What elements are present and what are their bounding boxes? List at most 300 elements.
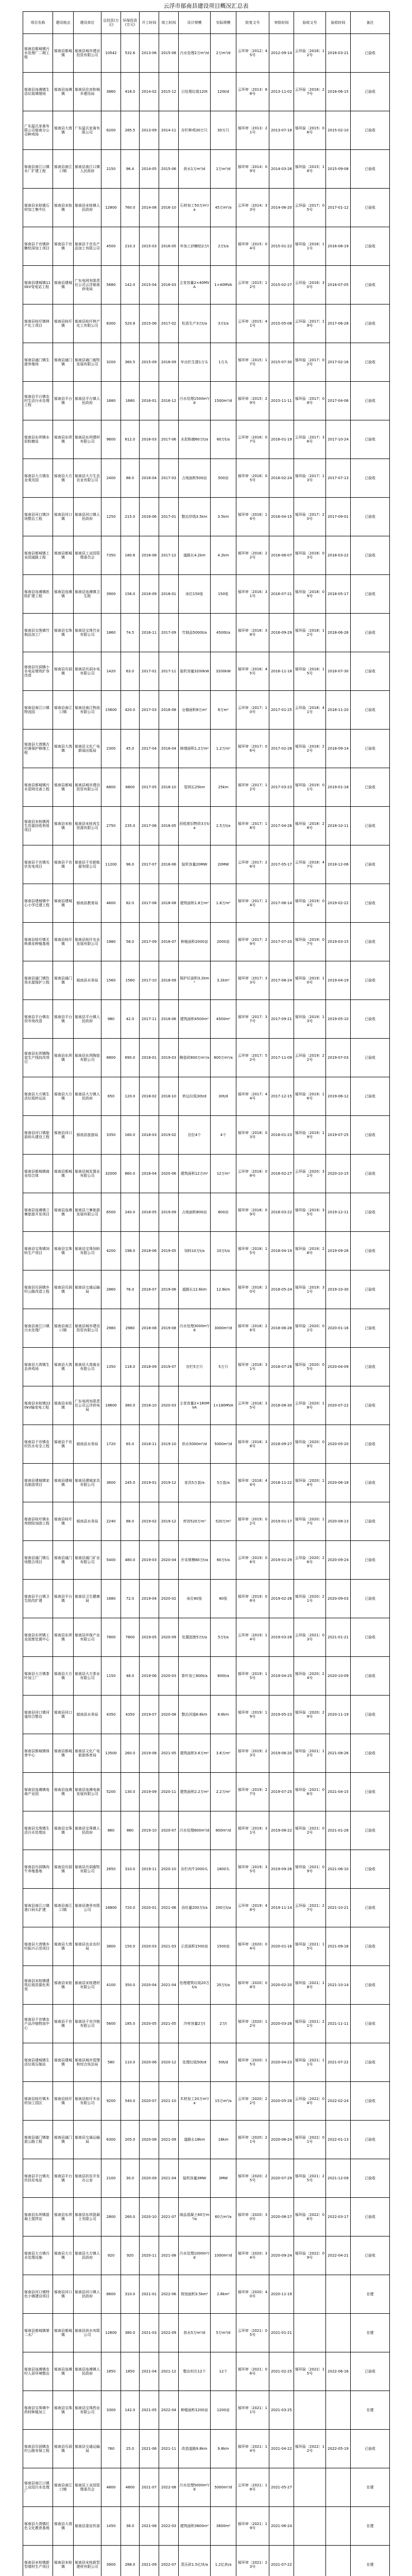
actual-scale-cell: 2万t: [211, 2005, 236, 2043]
end-date-cell: 2015-12: [159, 73, 179, 111]
location-cell: 郁南县宋桂镇: [53, 1966, 74, 2005]
builder-cell: 郁南县宝珠镇人民政府: [74, 1811, 101, 1850]
builder-cell: 郁南县历洞水电有限公司: [74, 652, 101, 691]
acceptance-number-cell: 郁环验〔2019〕10号: [294, 961, 326, 1000]
start-date-cell: 2019-03: [140, 1541, 159, 1580]
approval-date-cell: 2020-01-16: [269, 1927, 294, 1966]
approval-date-cell: 2020-02-20: [269, 1966, 294, 2005]
actual-scale-cell: 800亩: [211, 1193, 236, 1232]
approval-date-cell: 2019-09-26: [269, 1850, 294, 1889]
approval-date-cell: 2020-03-26: [269, 2005, 294, 2043]
design-scale-cell: 转运垃圾30t/d: [179, 1077, 211, 1116]
env-investment-cell: 418.0: [121, 73, 140, 111]
project-name-cell: 郁南县宋桂镇新型墙材生产项目: [23, 2546, 53, 2576]
location-cell: 郁南县都城镇: [53, 1155, 74, 1193]
start-date-cell: 2019-01: [140, 1464, 159, 1502]
total-investment-cell: 2860: [101, 1270, 121, 1309]
end-date-cell: 2020-11: [159, 1773, 179, 1811]
project-name-cell: 郁南县大湾镇乡村振兴示范项目: [23, 1927, 53, 1966]
project-name-cell: 郁南县通门镇旅游公路工程: [23, 2121, 53, 2159]
acceptance-number-cell: 云环验〔2018〕41号: [294, 691, 326, 730]
env-investment-cell: 198.0: [121, 1232, 140, 1270]
total-investment-cell: 6500: [101, 1193, 121, 1232]
approval-number-cell: 郁环审〔2021〕23号: [236, 2546, 269, 2576]
env-investment-cell: 2980: [121, 1309, 140, 1348]
approval-date-cell: 2018-09-27: [269, 1425, 294, 1464]
builder-cell: 郁南县宋桂新型建材有限公司: [74, 2546, 101, 2576]
table-row: [23, 923, 390, 961]
env-investment-cell: 150.0: [121, 1927, 140, 1966]
location-cell: 郁南县河口镇: [53, 498, 74, 536]
location-cell: 郁南县宋桂镇: [53, 2546, 74, 2576]
builder-cell: 郁南县连滩镇人民政府: [74, 2352, 101, 2391]
end-date-cell: 2018-05: [159, 807, 179, 845]
project-name-cell: 郁南县东坝镇混凝土搅拌站: [23, 2198, 53, 2236]
start-date-cell: 2021-03: [140, 2314, 159, 2352]
actual-scale-cell: 45万m²/a: [211, 189, 236, 227]
builder-cell: 郁南县东坝陶瓷有限公司: [74, 1039, 101, 1077]
total-investment-cell: 1680: [101, 1580, 121, 1618]
start-date-cell: 2018-07: [140, 1270, 159, 1309]
start-date-cell: 2020-06: [140, 2043, 159, 2082]
actual-scale-cell: 60万t/a: [211, 1541, 236, 1580]
actual-scale-cell: 2000亩: [211, 923, 236, 961]
acceptance-date-cell: 2020-01-16: [326, 1309, 351, 1348]
total-investment-cell: 9200: [101, 2082, 121, 2121]
start-date-cell: 2017-08: [140, 884, 159, 923]
remark-cell: 已验收: [351, 343, 390, 382]
design-scale-cell: 建筑面积12万m²: [179, 1155, 211, 1193]
approval-date-cell: 2019-05-23: [269, 1696, 294, 1734]
table-row: [23, 1000, 390, 1039]
table-row: [23, 227, 390, 266]
remark-cell: 已验收: [351, 768, 390, 807]
approval-number-cell: 郁环审〔2019〕15号: [236, 1657, 269, 1696]
remark-cell: 已验收: [351, 189, 390, 227]
location-cell: 郁南县宋桂镇: [53, 807, 74, 845]
start-date-cell: 2018-05: [140, 1193, 159, 1232]
design-scale-cell: 日处理垃圾120t: [179, 73, 211, 111]
location-cell: 郁南县河口镇: [53, 2275, 74, 2314]
end-date-cell: 2019-10: [159, 1425, 179, 1464]
actual-scale-cell: 20MW: [211, 845, 236, 884]
approval-number-cell: 郁环审〔2018〕31号: [236, 1348, 269, 1386]
acceptance-date-cell: 2016-06-15: [326, 73, 351, 111]
builder-cell: 郁南县河口镇人民政府: [74, 498, 101, 536]
approval-date-cell: 2021-06-24: [269, 2507, 294, 2546]
actual-scale-cell: 3000m³/d: [211, 1309, 236, 1348]
approval-date-cell: 2015-07-30: [269, 343, 294, 382]
start-date-cell: 2017-03: [140, 691, 159, 730]
approval-date-cell: 2018-07-26: [269, 1348, 294, 1386]
acceptance-date-cell: 2021-12-09: [326, 2159, 351, 2198]
approval-date-cell: 2021-07-22: [269, 2546, 294, 2576]
start-date-cell: 2020-09: [140, 2159, 159, 2198]
table-row: [23, 1077, 390, 1116]
location-cell: 郁南县平台镇: [53, 2159, 74, 2198]
end-date-cell: 2020-09: [159, 1618, 179, 1657]
design-scale-cell: 建筑面积1.8万m²: [179, 884, 211, 923]
acceptance-date-cell: 2017-04-06: [326, 382, 351, 420]
acceptance-date-cell: 2016-03-21: [326, 34, 351, 73]
actual-scale-cell: 1.2万m²: [211, 730, 236, 768]
project-name-cell: 郁南县都城镇污水处理厂二期工程: [23, 34, 53, 73]
table-row: [23, 768, 390, 807]
design-scale-cell: 规划面积3.5km²: [179, 2275, 211, 2314]
env-investment-cell: 4350: [121, 1696, 140, 1734]
project-name-cell: 郁南县连滩镇兰寨旅游开发项目: [23, 1193, 53, 1232]
total-investment-cell: 8600: [101, 2275, 121, 2314]
approval-number-cell: 郁环审〔2020〕30号: [236, 2198, 269, 2236]
acceptance-number-cell: 郁环验〔2019〕28号: [294, 1232, 326, 1270]
acceptance-date-cell: 2020-09-03: [326, 1580, 351, 1618]
approval-number-cell: 郁环审〔2020〕40号: [236, 2275, 269, 2314]
env-investment-cell: 142.0: [121, 2391, 140, 2430]
acceptance-date-cell: 2019-07-03: [326, 1039, 351, 1077]
total-investment-cell: 4200: [101, 1232, 121, 1270]
approval-date-cell: 2020-05-28: [269, 2082, 294, 2121]
end-date-cell: 2018-10: [159, 1077, 179, 1116]
approval-number-cell: 郁环审〔2016〕05号: [236, 459, 269, 498]
end-date-cell: 2022-03: [159, 2507, 179, 2546]
project-name-cell: 郁南县南江口镇水厂扩建工程: [23, 150, 53, 189]
acceptance-number-cell: 郁环验〔2021〕11号: [294, 2043, 326, 2082]
remark-cell: 已验收: [351, 459, 390, 498]
approval-date-cell: 2014-06-20: [269, 189, 294, 227]
location-cell: 郁南县建城镇: [53, 1464, 74, 1502]
start-date-cell: 2014-02: [140, 73, 159, 111]
actual-scale-cell: 80张: [211, 1580, 236, 1618]
acceptance-date-cell: 2020-04-09: [326, 1348, 351, 1386]
design-scale-cell: 年加工砂糖桔2万t: [179, 227, 211, 266]
start-date-cell: 2021-04: [140, 2352, 159, 2391]
acceptance-number-cell: 郁环验〔2020〕21号: [294, 1580, 326, 1618]
location-cell: 郁南县都城镇: [53, 2314, 74, 2352]
location-cell: 郁南县大方镇: [53, 2236, 74, 2275]
column-header: 建设地点: [53, 12, 74, 34]
actual-scale-cell: 5万t/a: [211, 1618, 236, 1657]
actual-scale-cell: 1500m³/d: [211, 382, 236, 420]
env-investment-cell: 63.0: [121, 652, 140, 691]
end-date-cell: 2020-03: [159, 1386, 179, 1425]
project-name-cell: 郁南县平台镇光伏扶贫电站: [23, 2159, 53, 2198]
acceptance-number-cell: [294, 2391, 326, 2430]
approval-number-cell: 郁环审〔2019〕02号: [236, 1502, 269, 1541]
builder-cell: 郁南县城发置业有限公司: [74, 1155, 101, 1193]
location-cell: 郁南县宝珠镇: [53, 614, 74, 652]
remark-cell: 已验收: [351, 1541, 390, 1580]
env-investment-cell: 82.0: [121, 884, 140, 923]
table-row: [23, 73, 390, 111]
remark-cell: 在建: [351, 2507, 390, 2546]
approval-number-cell: 云环审〔2019〕48号: [236, 1889, 269, 1927]
total-investment-cell: 2980: [101, 1309, 121, 1348]
env-investment-cell: 350.0: [121, 1966, 140, 2005]
acceptance-number-cell: 郁环验〔2022〕01号: [294, 2121, 326, 2159]
approval-date-cell: 2015-11-11: [269, 382, 294, 420]
location-cell: 郁南县大湾镇: [53, 111, 74, 150]
acceptance-date-cell: [326, 2546, 351, 2576]
end-date-cell: 2018-08: [159, 884, 179, 923]
env-investment-cell: 860: [121, 1811, 140, 1850]
env-investment-cell: 72.0: [121, 1580, 140, 1618]
start-date-cell: 2021-05: [140, 2391, 159, 2430]
acceptance-number-cell: 郁环验〔2017〕08号: [294, 382, 326, 420]
start-date-cell: 2018-09: [140, 1348, 159, 1386]
acceptance-number-cell: 云环验〔2021〕27号: [294, 1889, 326, 1927]
env-investment-cell: 120.0: [121, 1077, 140, 1116]
remark-cell: 已验收: [351, 382, 390, 420]
start-date-cell: 2020-11: [140, 2236, 159, 2275]
acceptance-number-cell: 郁环验〔2020〕05号: [294, 1348, 326, 1386]
actual-scale-cell: 1×40MVA: [211, 266, 236, 304]
approval-number-cell: 郁环审〔2016〕38号: [236, 614, 269, 652]
approval-number-cell: 郁环审〔2020〕15号: [236, 2043, 269, 2082]
location-cell: 郁南县河口镇: [53, 1116, 74, 1155]
env-investment-cell: 74.5: [121, 614, 140, 652]
end-date-cell: 2018-01: [159, 575, 179, 614]
approval-number-cell: 云环审〔2015〕41号: [236, 304, 269, 343]
acceptance-number-cell: 云环验〔2020〕18号: [294, 1386, 326, 1425]
start-date-cell: 2016-06: [140, 498, 159, 536]
table-row: [23, 1270, 390, 1309]
table-row: [23, 1811, 390, 1850]
location-cell: 郁南县历洞镇: [53, 2430, 74, 2468]
table-row: [23, 420, 390, 459]
design-scale-cell: 床位150张: [179, 575, 211, 614]
design-scale-cell: 泊位4个: [179, 1116, 211, 1155]
builder-cell: 郁南县兰寨旅游发展有限公司: [74, 1193, 101, 1232]
acceptance-number-cell: 郁环验〔2015〕06号: [294, 111, 326, 150]
total-investment-cell: 2300: [101, 730, 121, 768]
acceptance-date-cell: 2020-11-19: [326, 1696, 351, 1734]
design-scale-cell: 污水处理1500m³/d: [179, 382, 211, 420]
project-name-cell: 郁南县通门镇饮用水源保护工程: [23, 961, 53, 1000]
table-row: [23, 1618, 390, 1657]
builder-cell: 郁南县农业农村局: [74, 1927, 101, 1966]
approval-number-cell: 郁环审〔2020〕08号: [236, 1966, 269, 2005]
builder-cell: 郁南县委宣传部: [74, 2507, 101, 2546]
approval-number-cell: 郁环审〔2018〕03号: [236, 1116, 269, 1155]
start-date-cell: 2016-01: [140, 382, 159, 420]
project-name-cell: 郁南县宋桂镇再生资源回收利用项目: [23, 807, 53, 845]
location-cell: 郁南县连滩镇: [53, 575, 74, 614]
builder-cell: 郁南县城市管理和综合执法局: [74, 2043, 101, 2082]
actual-scale-cell: 4.2km: [211, 536, 236, 575]
actual-scale-cell: 800m³/d: [211, 1811, 236, 1850]
approval-date-cell: 2018-01-23: [269, 1116, 294, 1155]
design-scale-cell: 装机容量3MW: [179, 2159, 211, 2198]
design-scale-cell: 木材加工20万m³/a: [179, 2082, 211, 2121]
approval-date-cell: 2018-06-28: [269, 1309, 294, 1348]
remark-cell: 已验收: [351, 34, 390, 73]
end-date-cell: 2018-06: [159, 1000, 179, 1039]
approval-date-cell: 2016-02-24: [269, 459, 294, 498]
total-investment-cell: 2800: [101, 2198, 121, 2236]
table-row: [23, 1039, 390, 1077]
table-row: [23, 266, 390, 304]
end-date-cell: 2021-04: [159, 1966, 179, 2005]
start-date-cell: 2018-08: [140, 1309, 159, 1348]
acceptance-date-cell: 2021-10-21: [326, 1889, 351, 1927]
approval-date-cell: 2017-02-28: [269, 730, 294, 768]
remark-cell: 已验收: [351, 1193, 390, 1232]
approval-date-cell: 2020-04-23: [269, 2043, 294, 2082]
approval-date-cell: 2021-04-22: [269, 2430, 294, 2468]
remark-cell: 在建: [351, 2275, 390, 2314]
remark-cell: 在建: [351, 2468, 390, 2507]
approval-number-cell: 云环审〔2017〕26号: [236, 845, 269, 884]
total-investment-cell: 13500: [101, 1734, 121, 1773]
project-name-cell: 郁南县河口镇旅游码头建设工程: [23, 1116, 53, 1155]
design-scale-cell: 污水处理1000m³/d: [179, 2236, 211, 2275]
acceptance-date-cell: 2021-01-28: [326, 1811, 351, 1850]
acceptance-date-cell: 2019-01-18: [326, 768, 351, 807]
env-investment-cell: 185.0: [121, 2005, 140, 2043]
acceptance-number-cell: 郁环验〔2020〕02号: [294, 1309, 326, 1348]
builder-cell: 郁南县大方镇人民政府: [74, 1077, 101, 1116]
design-scale-cell: 石材加工50万m²/a: [179, 189, 211, 227]
table-row: [23, 2043, 390, 2082]
env-investment-cell: 285.5: [121, 111, 140, 150]
table-row: [23, 2005, 390, 2043]
builder-cell: 郁南县环保产业有限公司: [74, 1618, 101, 1657]
start-date-cell: 2016-03: [140, 420, 159, 459]
project-name-cell: 郁南县大湾镇生态养鸡场: [23, 1348, 53, 1386]
builder-cell: 郁南县历洞畜牧有限公司: [74, 1850, 101, 1889]
project-name-cell: 郁南县宋桂镇220kV输变电工程: [23, 1386, 53, 1425]
location-cell: 郁南县东坝镇: [53, 1039, 74, 1077]
end-date-cell: 2019-08: [159, 1309, 179, 1348]
table-row: [23, 2275, 390, 2314]
remark-cell: 已验收: [351, 1348, 390, 1386]
location-cell: 郁南县宝珠镇: [53, 1232, 74, 1270]
total-investment-cell: 1150: [101, 1657, 121, 1696]
table-row: [23, 304, 390, 343]
actual-scale-cell: 1.8万m²: [211, 884, 236, 923]
remark-cell: 已验收: [351, 1696, 390, 1734]
approval-number-cell: 云环审〔2017〕10号: [236, 691, 269, 730]
acceptance-number-cell: 郁环验〔2018〕28号: [294, 807, 326, 845]
location-cell: 郁南县南江口镇: [53, 150, 74, 189]
start-date-cell: 2017-04: [140, 730, 159, 768]
env-investment-cell: 110.0: [121, 2043, 140, 2082]
acceptance-date-cell: 2020-10-15: [326, 1155, 351, 1193]
design-scale-cell: 种植面积1200亩: [179, 2391, 211, 2430]
approval-number-cell: 云环审〔2013〕88号: [236, 73, 269, 111]
total-investment-cell: 2100: [101, 2159, 121, 2198]
total-investment-cell: 1680: [101, 382, 121, 420]
approval-date-cell: 2018-03-22: [269, 1193, 294, 1232]
actual-scale-cell: 1800头: [211, 1850, 236, 1889]
actual-scale-cell: 2万t/a: [211, 227, 236, 266]
start-date-cell: 2015-04: [140, 266, 159, 304]
acceptance-date-cell: 2021-10-14: [326, 1966, 351, 2005]
env-investment-cell: 240.0: [121, 1193, 140, 1232]
acceptance-date-cell: 2018-12-06: [326, 845, 351, 884]
location-cell: 郁南县河口镇: [53, 1696, 74, 1734]
end-date-cell: 2019-12: [159, 1502, 179, 1541]
approval-date-cell: 2020-08-27: [269, 2198, 294, 2236]
remark-cell: 已验收: [351, 691, 390, 730]
remark-cell: 已验收: [351, 73, 390, 111]
acceptance-date-cell: 2015-09-08: [326, 150, 351, 189]
start-date-cell: 2018-04: [140, 1155, 159, 1193]
approval-number-cell: 云环审〔2018〕35号: [236, 1386, 269, 1425]
start-date-cell: 2021-09: [140, 2546, 159, 2576]
env-investment-cell: 96.0: [121, 845, 140, 884]
location-cell: 郁南县都城镇: [53, 536, 74, 575]
acceptance-number-cell: 郁环验〔2018〕15号: [294, 652, 326, 691]
builder-cell: 郁南县交通运输局: [74, 1270, 101, 1309]
location-cell: 郁南县通门镇: [53, 343, 74, 382]
acceptance-date-cell: 2021-04-15: [326, 1773, 351, 1811]
remark-cell: 已验收: [351, 111, 390, 150]
approval-date-cell: 2021-03-25: [269, 2391, 294, 2430]
end-date-cell: 2021-07: [159, 2198, 179, 2236]
actual-scale-cell: 3.2km²: [211, 961, 236, 1000]
acceptance-number-cell: [294, 2314, 326, 2352]
location-cell: 郁南县大方镇: [53, 459, 74, 498]
end-date-cell: 2015-08: [159, 34, 179, 73]
table-row: [23, 961, 390, 1000]
approval-date-cell: 2017-05-17: [269, 845, 294, 884]
start-date-cell: 2017-05: [140, 768, 159, 807]
builder-cell: 郁南县桂圩农业发展有限公司: [74, 923, 101, 961]
table-row: [23, 1386, 390, 1425]
actual-scale-cell: 5万套/a: [211, 1464, 236, 1502]
actual-scale-cell: 1000m³/d: [211, 2236, 236, 2275]
builder-cell: 郁南县宋桂镇人民政府: [74, 189, 101, 227]
builder-cell: 郁南县供水有限公司: [74, 2314, 101, 2352]
acceptance-date-cell: 2019-12-11: [326, 1193, 351, 1232]
end-date-cell: 2022-09: [159, 2314, 179, 2352]
acceptance-number-cell: 郁环验〔2020〕29号: [294, 1696, 326, 1734]
actual-scale-cell: 3600m²: [211, 2507, 236, 2546]
location-cell: 郁南县通门镇: [53, 2121, 74, 2159]
approval-date-cell: 2017-01-25: [269, 691, 294, 730]
acceptance-number-cell: 郁环验〔2015〕18号: [294, 150, 326, 189]
project-name-cell: 郁南县河口镇河道综合整治: [23, 1696, 53, 1734]
total-investment-cell: 1350: [101, 1348, 121, 1386]
table-row: [23, 1734, 390, 1773]
approval-number-cell: 云环审〔2015〕12号: [236, 266, 269, 304]
builder-cell: 郁南县东坝建材有限公司: [74, 420, 101, 459]
start-date-cell: 2018-10: [140, 1386, 159, 1425]
env-investment-cell: 260.0: [121, 1734, 140, 1773]
location-cell: 郁南县千官镇: [53, 2005, 74, 2043]
location-cell: 郁南县通门镇: [53, 1541, 74, 1580]
total-investment-cell: 920: [101, 2236, 121, 2275]
acceptance-date-cell: 2021-08-26: [326, 1734, 351, 1773]
acceptance-date-cell: 2017-10-24: [326, 420, 351, 459]
approval-number-cell: 郁环审〔2017〕12号: [236, 768, 269, 807]
approval-date-cell: 2021-02-25: [269, 2352, 294, 2391]
builder-cell: 郁南县宝珠药业有限公司: [74, 2391, 101, 2430]
remark-cell: 已验收: [351, 1116, 390, 1155]
actual-scale-cell: 5万m³/d: [211, 2314, 236, 2352]
location-cell: 郁南县连滩镇: [53, 1193, 74, 1232]
env-investment-cell: 88.0: [121, 459, 140, 498]
acceptance-date-cell: 2019-05-10: [326, 1000, 351, 1039]
project-name-cell: 郁南县千官镇农村饮水安全工程: [23, 1425, 53, 1464]
location-cell: 郁南县宝珠镇: [53, 2391, 74, 2430]
actual-scale-cell: 1.2亿块/a: [211, 2546, 236, 2576]
location-cell: 郁南县桂圩镇: [53, 1502, 74, 1541]
acceptance-date-cell: 2017-09-01: [326, 498, 351, 536]
acceptance-number-cell: 郁环验〔2019〕01号: [294, 768, 326, 807]
end-date-cell: 2017-11: [159, 652, 179, 691]
